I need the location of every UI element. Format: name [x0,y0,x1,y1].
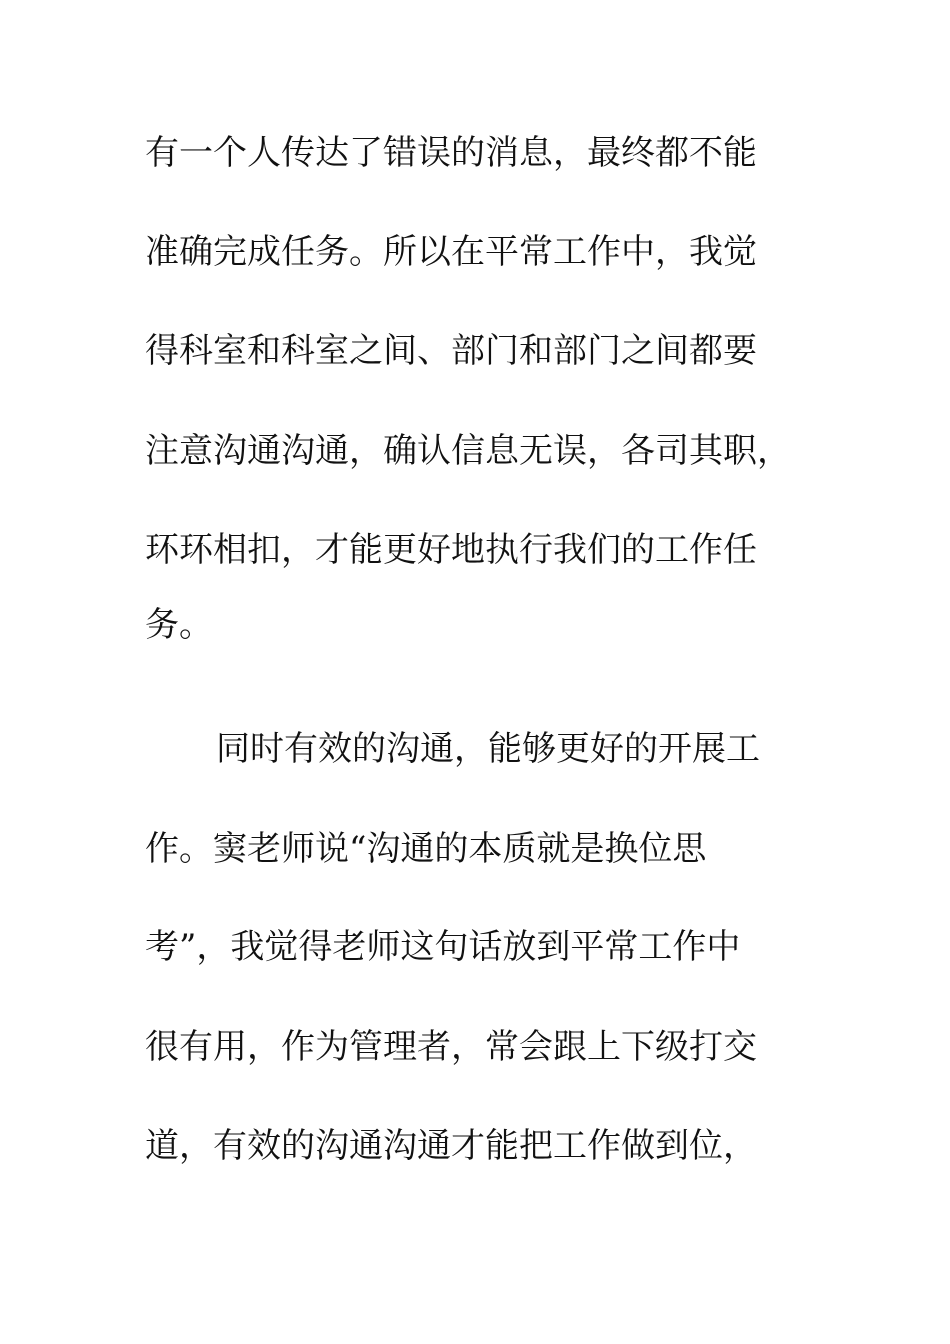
text-line: 作。窦老师说“沟通的本质就是换位思 [145,829,707,869]
text-line: 考”，我觉得老师这句话放到平常工作中 [145,927,741,967]
text-line: 很有用，作为管理者，常会跟上下级打交 [145,1027,757,1067]
text-line: 准确完成任务。所以在平常工作中，我觉 [145,232,757,272]
paragraph-first-line: 同时有效的沟通，能够更好的开展工 [216,729,760,769]
text-line: 注意沟通沟通，确认信息无误，各司其职， [145,431,791,471]
text-line: 环环相扣，才能更好地执行我们的工作任 [145,530,757,570]
text-line: 务。 [145,605,213,645]
text-line: 得科室和科室之间、部门和部门之间都要 [145,331,757,371]
text-line: 有一个人传达了错误的消息，最终都不能 [145,133,757,173]
text-line: 道，有效的沟通沟通才能把工作做到位， [145,1126,757,1166]
